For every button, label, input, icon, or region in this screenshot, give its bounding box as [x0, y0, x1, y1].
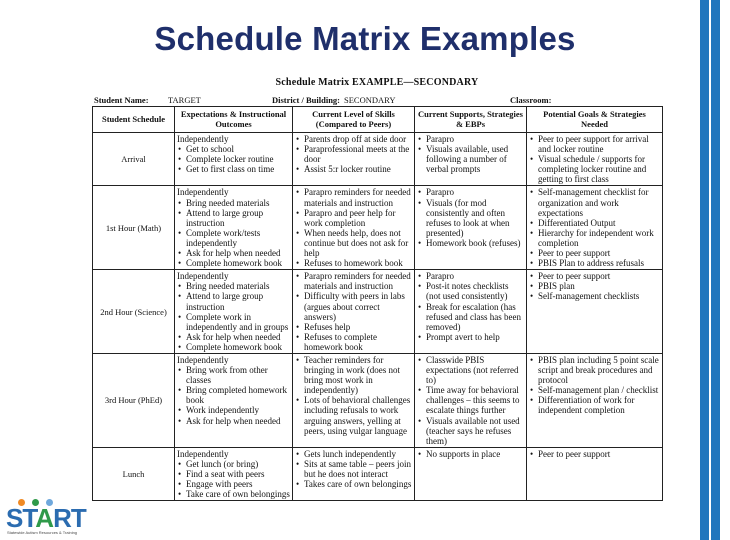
list-item: • Complete work in independently and in groups: [177, 312, 290, 332]
list-item: • Gets lunch independently: [295, 449, 412, 459]
list-item: • No supports in place: [417, 449, 524, 459]
bullet-list: [529, 134, 660, 184]
bullet-list: [529, 355, 660, 416]
list-item: • Complete locker routine: [177, 154, 290, 164]
student-name-label: Student Name:: [94, 95, 149, 105]
logo-tagline: Statewide Autism Resources & Training: [7, 530, 78, 535]
decorative-side-bar: [700, 0, 720, 540]
skills-cell: [293, 447, 415, 500]
bullet-list: [417, 134, 524, 174]
supports-cell: [415, 186, 527, 270]
bullet-list: [529, 449, 660, 459]
list-item: • Parents drop off at side door: [295, 134, 412, 144]
bullet-list: [177, 281, 290, 352]
list-item: • Visual schedule / supports for completing locker routine and getting to first class: [529, 154, 660, 184]
list-item: • Ask for help when needed: [177, 332, 290, 342]
column-header: Potential Goals & Strategies Needed: [527, 107, 663, 133]
list-item: • Time away for behavioral challenges – this seems to escalate things further: [417, 385, 524, 415]
list-item: • Attend to large group instruction: [177, 208, 290, 228]
cell-heading: Independently: [177, 134, 229, 144]
list-item: • Complete work/tests independently: [177, 228, 290, 248]
list-item: • Bring needed materials: [177, 198, 290, 208]
table-header-row: [93, 107, 663, 133]
list-item: • PBIS plan including 5 point scale script and break procedures and protocol: [529, 355, 660, 385]
table-row: [93, 186, 663, 270]
list-item: • Takes care of own belongings: [295, 479, 412, 489]
schedule-cell: 2nd Hour (Science): [93, 270, 175, 354]
list-item: • Visuals available, used following a number of verbal prompts: [417, 144, 524, 174]
expectations-cell: [175, 447, 293, 500]
list-item: • Bring needed materials: [177, 281, 290, 291]
column-header: Expectations & Instructional Outcomes: [175, 107, 293, 133]
schedule-cell: Lunch: [93, 447, 175, 500]
bullet-list: [177, 365, 290, 426]
list-item: • Homework book (refuses): [417, 238, 524, 248]
list-item: • Parapro reminders for needed materials and instruction: [295, 187, 412, 207]
schedule-cell: 3rd Hour (PhEd): [93, 353, 175, 447]
bullet-list: [295, 355, 412, 436]
list-item: • Lots of behavioral challenges including refusals to work arguing answers, yelling at peers, using vulgar language: [295, 395, 412, 435]
list-item: • Bring work from other classes: [177, 365, 290, 385]
list-item: • Peer to peer support: [529, 248, 660, 258]
bullet-list: [417, 187, 524, 248]
table-row: [93, 447, 663, 500]
list-item: • Attend to large group instruction: [177, 291, 290, 311]
list-item: • Parapro: [417, 271, 524, 281]
list-item: • Peer to peer support: [529, 449, 660, 459]
cell-heading: Independently: [177, 187, 229, 198]
list-item: • Visuals (for mod consistently and often refuses to look at when presented): [417, 198, 524, 238]
table-row: [93, 353, 663, 447]
list-item: • Post-it notes checklists (not used consistently): [417, 281, 524, 301]
schedule-matrix-document: [88, 76, 666, 500]
bullet-list: [295, 271, 412, 352]
column-header: Current Supports, Strategies & EBPs: [415, 107, 527, 133]
list-item: • Ask for help when needed: [177, 248, 290, 258]
classroom-label: Classroom:: [510, 95, 552, 105]
list-item: • Work independently: [177, 405, 290, 415]
list-item: • Complete homework book: [177, 258, 290, 268]
district-value: SECONDARY: [344, 95, 396, 105]
column-header: Current Level of Skills (Compared to Peers): [293, 107, 415, 133]
supports-cell: [415, 447, 527, 500]
list-item: • Parapro and peer help for work completion: [295, 208, 412, 228]
list-item: • Teacher reminders for bringing in work (does not bring most work in independently): [295, 355, 412, 395]
bullet-list: [177, 198, 290, 269]
bullet-list: [295, 187, 412, 268]
list-item: • Get to first class on time: [177, 164, 290, 174]
bullet-list: [177, 144, 290, 174]
student-name-value: TARGET: [168, 95, 201, 105]
table-row: [93, 270, 663, 354]
list-item: • Paraprofessional meets at the door: [295, 144, 412, 164]
list-item: • Visuals available not used (teacher says he refuses them): [417, 416, 524, 446]
expectations-cell: [175, 270, 293, 354]
bullet-list: [417, 449, 524, 459]
schedule-cell: 1st Hour (Math): [93, 186, 175, 270]
list-item: • Complete homework book: [177, 342, 290, 352]
list-item: • Break for escalation (has refused and class has been removed): [417, 302, 524, 332]
logo-word-part: RT: [53, 503, 86, 533]
bullet-list: [295, 449, 412, 489]
list-item: • When needs help, does not continue but does not ask for help: [295, 228, 412, 258]
expectations-cell: [175, 353, 293, 447]
list-item: • Classwide PBIS expectations (not referred to): [417, 355, 524, 385]
list-item: • Engage with peers: [177, 479, 290, 489]
skills-cell: [293, 186, 415, 270]
list-item: • Bring completed homework book: [177, 385, 290, 405]
column-header: Student Schedule: [93, 107, 175, 133]
supports-cell: [415, 133, 527, 186]
list-item: • Get to school: [177, 144, 290, 154]
goals-cell: [527, 133, 663, 186]
bullet-list: [295, 134, 412, 174]
list-item: • Differentiated Output: [529, 218, 660, 228]
logo-word-part: ST: [6, 503, 36, 533]
goals-cell: [527, 186, 663, 270]
student-info-row: [88, 92, 666, 106]
list-item: • Assist 5:r locker routine: [295, 164, 412, 174]
expectations-cell: [175, 133, 293, 186]
list-item: • Peer to peer support for arrival and locker routine: [529, 134, 660, 154]
schedule-cell: Arrival: [93, 133, 175, 186]
list-item: • Self-management plan / checklist: [529, 385, 660, 395]
document-title: Schedule Matrix EXAMPLE—SECONDARY: [275, 77, 479, 88]
goals-cell: [527, 270, 663, 354]
logo-word-part: A: [35, 503, 54, 533]
cell-heading: Independently: [177, 448, 229, 459]
table-body: [93, 133, 663, 501]
bullet-list: [417, 271, 524, 342]
goals-cell: [527, 447, 663, 500]
cell-heading: Independently: [177, 354, 229, 365]
list-item: • Parapro reminders for needed materials and instruction: [295, 271, 412, 291]
list-item: • Take care of own belongings: [177, 489, 290, 499]
list-item: • Ask for help when needed: [177, 416, 290, 426]
cell-heading: Independently: [177, 271, 229, 282]
list-item: • PBIS plan: [529, 281, 660, 291]
bullet-list: [177, 459, 290, 499]
district-label: District / Building:: [272, 95, 341, 105]
supports-cell: [415, 353, 527, 447]
list-item: • Hierarchy for independent work completion: [529, 228, 660, 248]
bullet-list: [417, 355, 524, 446]
list-item: • Get lunch (or bring): [177, 459, 290, 469]
list-item: • Parapro: [417, 187, 524, 197]
bullet-list: [529, 187, 660, 268]
start-logo: [4, 493, 86, 537]
slide-title: Schedule Matrix Examples: [154, 20, 576, 57]
list-item: • Sits at same table – peers join but he does not interact: [295, 459, 412, 479]
list-item: • Find a seat with peers: [177, 469, 290, 479]
skills-cell: [293, 353, 415, 447]
side-bar-stripe: [709, 0, 711, 540]
goals-cell: [527, 353, 663, 447]
list-item: • PBIS Plan to address refusals: [529, 258, 660, 268]
expectations-cell: [175, 186, 293, 270]
list-item: • Refuses to complete homework book: [295, 332, 412, 352]
supports-cell: [415, 270, 527, 354]
schedule-matrix-table: [92, 106, 663, 501]
skills-cell: [293, 133, 415, 186]
skills-cell: [293, 270, 415, 354]
list-item: • Refuses to homework book: [295, 258, 412, 268]
list-item: • Self-management checklist for organization and work expectations: [529, 187, 660, 217]
bullet-list: [529, 271, 660, 301]
list-item: • Parapro: [417, 134, 524, 144]
list-item: • Refuses help: [295, 322, 412, 332]
list-item: • Peer to peer support: [529, 271, 660, 281]
list-item: • Self-management checklists: [529, 291, 660, 301]
table-row: [93, 133, 663, 186]
list-item: • Differentiation of work for independent completion: [529, 395, 660, 415]
list-item: • Difficulty with peers in labs (argues about correct answers): [295, 291, 412, 321]
list-item: • Prompt avert to help: [417, 332, 524, 342]
